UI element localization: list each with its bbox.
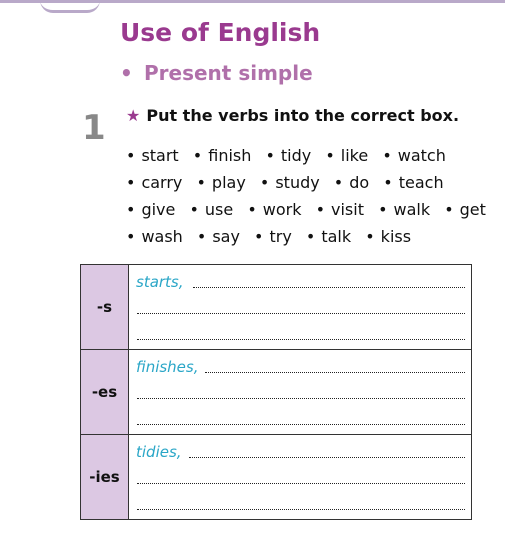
- answer-line[interactable]: [205, 372, 465, 373]
- word-item: • do: [334, 173, 369, 192]
- word-item: • wash: [126, 227, 183, 246]
- example-answer: starts,: [136, 273, 184, 291]
- word-item: • say: [197, 227, 240, 246]
- table-row-s: [81, 265, 471, 350]
- row-label: -es: [81, 350, 129, 434]
- word-item: • play: [196, 173, 245, 192]
- word-item: • try: [254, 227, 292, 246]
- answer-line[interactable]: [137, 483, 465, 484]
- answer-line[interactable]: [137, 509, 465, 510]
- answer-line[interactable]: [137, 424, 465, 425]
- page-title: Use of English: [120, 18, 321, 47]
- answer-line[interactable]: [189, 457, 465, 458]
- answer-line[interactable]: [137, 313, 465, 314]
- word-item: • tidy: [265, 146, 311, 165]
- word-item: • teach: [383, 173, 443, 192]
- exercise-number: 1: [82, 108, 106, 148]
- row-label: -ies: [81, 435, 129, 519]
- instruction-text: Put the verbs into the correct box.: [146, 106, 460, 125]
- table-row-ies: [81, 435, 471, 519]
- section-subtitle: [120, 61, 313, 85]
- word-item: • finish: [193, 146, 252, 165]
- answer-table: [80, 264, 472, 520]
- star-icon: ★: [126, 106, 141, 125]
- top-tab-curve: [40, 0, 100, 13]
- word-line-2: [126, 173, 486, 200]
- word-item: • work: [247, 200, 301, 219]
- subtitle-bullet: •: [120, 61, 133, 85]
- answer-line[interactable]: [137, 339, 465, 340]
- answer-line[interactable]: [193, 287, 465, 288]
- table-row-es: [81, 350, 471, 435]
- word-item: • study: [260, 173, 320, 192]
- word-item: • carry: [126, 173, 182, 192]
- word-item: • like: [325, 146, 368, 165]
- subtitle-text: Present simple: [144, 61, 313, 85]
- word-item: • use: [189, 200, 233, 219]
- word-item: • kiss: [365, 227, 411, 246]
- word-item: • start: [126, 146, 179, 165]
- word-bank: [126, 146, 486, 254]
- example-answer: finishes,: [136, 358, 199, 376]
- word-line-3: [126, 200, 486, 227]
- row-label: -s: [81, 265, 129, 349]
- word-item: • visit: [316, 200, 364, 219]
- word-item: • talk: [306, 227, 351, 246]
- answer-line[interactable]: [137, 398, 465, 399]
- word-item: • walk: [378, 200, 430, 219]
- word-item: • watch: [382, 146, 446, 165]
- example-answer: tidies,: [136, 443, 182, 461]
- word-item: • give: [126, 200, 175, 219]
- exercise-instruction: [126, 106, 459, 125]
- word-line-1: [126, 146, 486, 173]
- word-line-4: [126, 227, 486, 254]
- word-item: • get: [444, 200, 486, 219]
